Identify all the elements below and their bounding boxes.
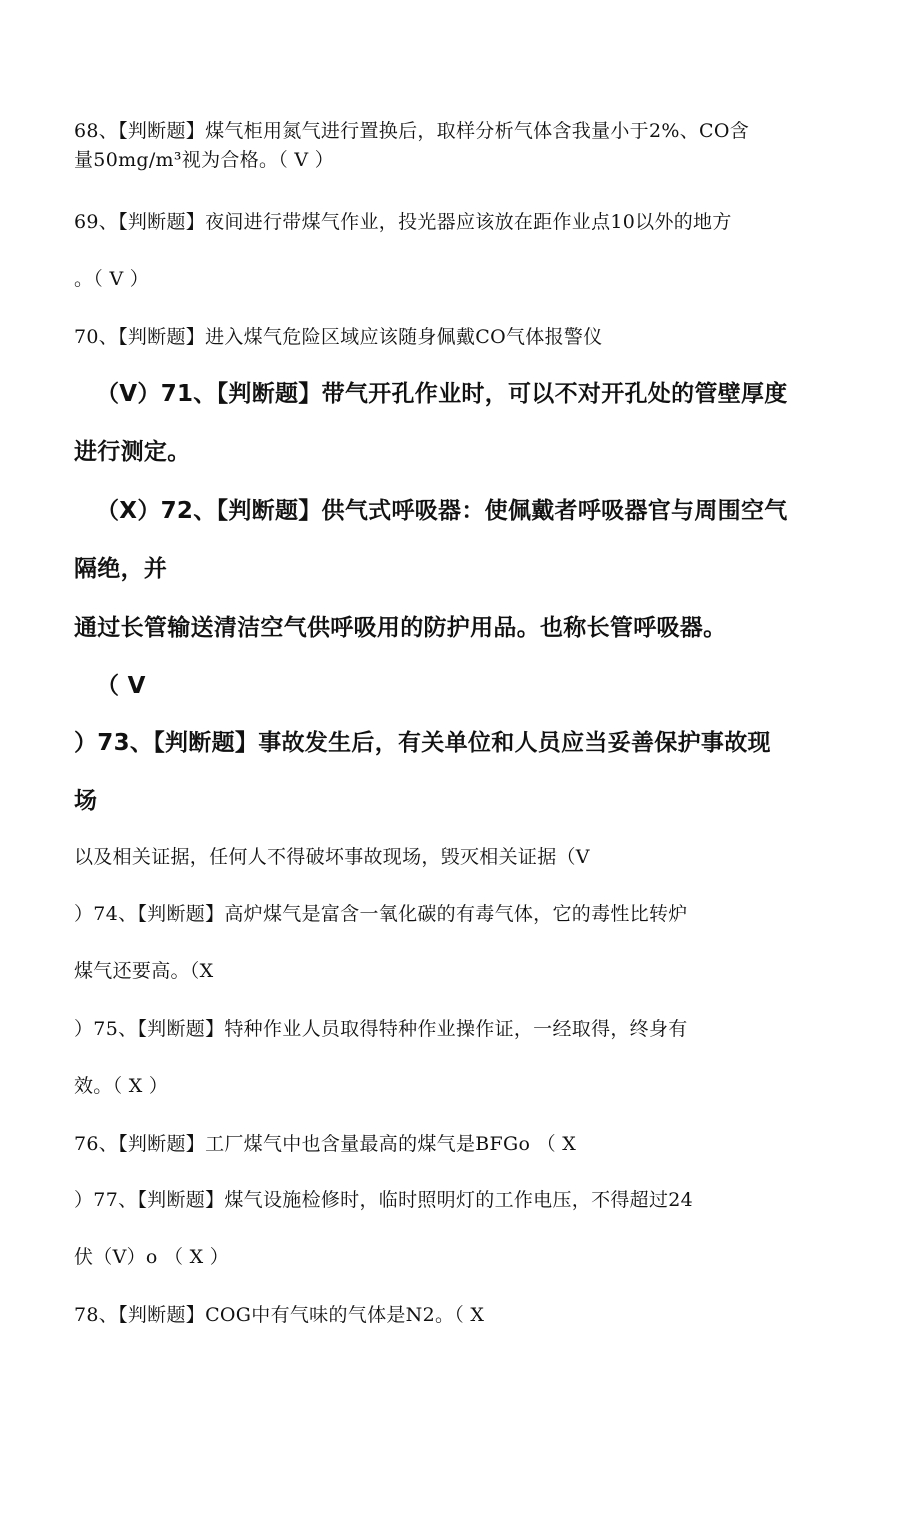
question-76-line: 76、【判断题】工厂煤气中也含量最高的煤气是BFGo （ X — [74, 1133, 577, 1155]
question-69-line-1: 69、【判断题】夜间进行带煤气作业，投光器应该放在距作业点10以外的地方 — [74, 211, 732, 233]
question-74-line-1: ）74、【判断题】高炉煤气是富含一氧化碳的有毒气体，它的毒性比转炉 — [74, 903, 688, 925]
question-73-line-1: ）73、【判断题】事故发生后，有关单位和人员应当妥善保护事故现 — [74, 730, 771, 756]
question-73-line-2: 场 — [74, 788, 98, 814]
question-77-line-2: 伏（V）o （ X ） — [74, 1246, 230, 1268]
question-71-line-2: 进行测定。 — [74, 439, 191, 465]
question-73-line-3: 以及相关证据，任何人不得破坏事故现场，毁灭相关证据（V — [74, 846, 590, 868]
question-70-line: 70、【判断题】进入煤气危险区域应该随身佩戴CO气体报警仪 — [74, 326, 603, 348]
question-72-line-3: 通过长管输送清洁空气供呼吸用的防护用品。也称长管呼吸器。 — [74, 615, 727, 641]
question-68-line-1: 68、【判断题】煤气柜用氮气进行置换后，取样分析气体含我量小于2%、CO含 — [74, 120, 750, 142]
question-74-line-2: 煤气还要高。（X — [74, 960, 214, 982]
question-72-answer: （ V — [96, 673, 146, 699]
question-71-line-1: （V）71、【判断题】带气开孔作业时，可以不对开孔处的管壁厚度 — [96, 381, 788, 407]
question-69-line-2: 。（ V ） — [74, 268, 150, 290]
question-68-line-2: 量50mg/m³视为合格。（ V ） — [74, 149, 335, 171]
question-72-line-1: （X）72、【判断题】供气式呼吸器：使佩戴者呼吸器官与周围空气 — [96, 498, 788, 524]
question-75-line-2: 效。（ X ） — [74, 1075, 169, 1097]
question-75-line-1: ）75、【判断题】特种作业人员取得特种作业操作证，一经取得，终身有 — [74, 1018, 688, 1040]
question-77-line-1: ）77、【判断题】煤气设施检修时，临时照明灯的工作电压，不得超过24 — [74, 1189, 694, 1211]
question-78-line: 78、【判断题】COG中有气味的气体是N2。（ X — [74, 1304, 485, 1326]
question-72-line-2: 隔绝，并 — [74, 556, 168, 582]
